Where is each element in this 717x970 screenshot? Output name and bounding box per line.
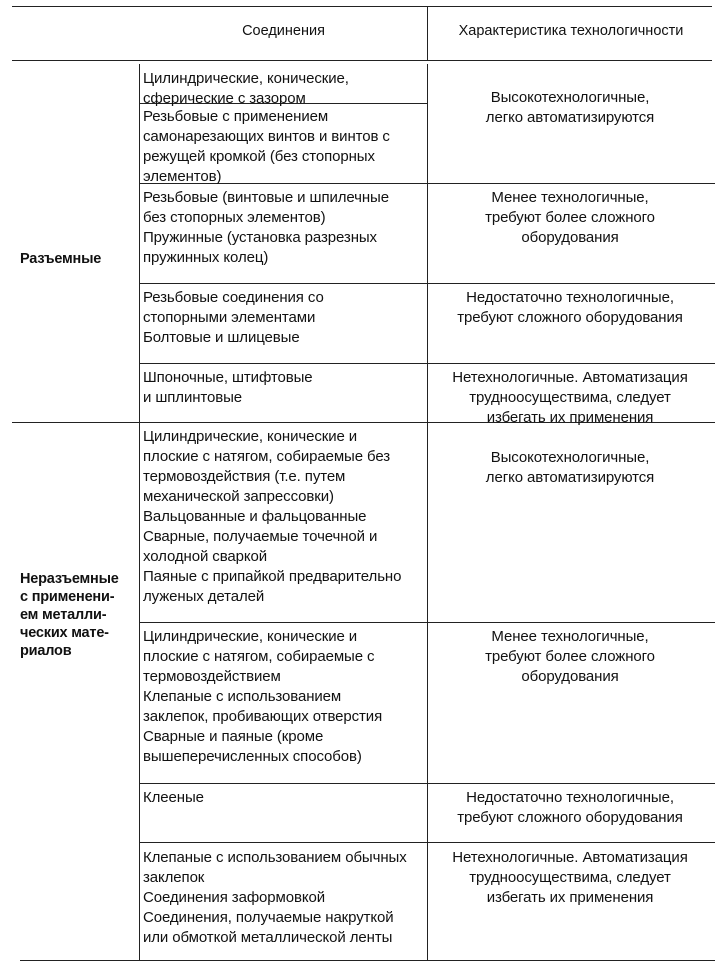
table-top-border [12, 6, 712, 7]
joint-cell: Резьбовые с применением самонарезающих винтов и винтов с режущей кромкой (без стопорных элементов) [143, 108, 390, 185]
joint-cell: Цилиндрические, конические, сферические с зазором [143, 70, 349, 107]
characteristic-cell: Менее технологичные, требуют более сложного оборудования [485, 189, 655, 246]
header-joints: Соединения [242, 23, 325, 39]
joint-cell: Клееные [143, 789, 204, 806]
row-divider [139, 283, 715, 284]
characteristic-cell: Менее технологичные, требуют более сложного оборудования [485, 628, 655, 685]
joint-cell: Цилиндрические, конические и плоские с натягом, собираемые без термовоздействия (т.е. путем механической запрессовки) Вальцованные и фальцованные Сварные, получаемые точечной и холодной сваркой Паяные с припайкой предварительно луженых деталей [143, 428, 402, 605]
row-divider [139, 842, 715, 843]
row-divider [139, 622, 715, 623]
characteristic-cell: Недостаточно технологичные, требуют сложного оборудования [457, 789, 683, 826]
header-bottom-border [12, 60, 712, 61]
group-label-permanent-metallic: Неразъемные с применени- ем металли- ческих мате- риалов [20, 571, 119, 659]
row-divider [139, 363, 715, 364]
characteristic-cell: Высокотехнологичные, легко автоматизируются [485, 89, 655, 126]
joint-cell: Резьбовые соединения со стопорными элементами Болтовые и шлицевые [143, 289, 324, 346]
table-bottom-border [20, 960, 715, 961]
joint-cell: Клепаные с использованием обычных заклепок Соединения заформовкой Соединения, получаемые накруткой или обмоткой металлической ленты [143, 849, 407, 946]
characteristic-cell: Нетехнологичные. Автоматизация трудноосуществима, следует избегать их применения [452, 369, 688, 426]
characteristic-cell: Недостаточно технологичные, требуют сложного оборудования [457, 289, 683, 326]
characteristic-cell: Нетехнологичные. Автоматизация трудноосуществима, следует избегать их применения [452, 849, 688, 906]
header-characteristic: Характеристика технологичности [458, 23, 684, 39]
joint-cell: Резьбовые (винтовые и шпилечные без стопорных элементов) Пружинные (установка разрезных пружинных колец) [143, 189, 389, 266]
characteristic-cell: Высокотехнологичные, легко автоматизируются [485, 449, 655, 486]
joint-cell: Цилиндрические, конические и плоские с натягом, собираемые с термовоздействием Клепаные с использованием заклепок, пробивающих отверстия Сварные и паяные (кроме вышеперечисленных способов) [143, 628, 383, 765]
group-label-detachable: Разъемные [20, 251, 102, 267]
joint-cell: Шпоночные, штифтовые и шплинтовые [143, 369, 313, 406]
row-divider [139, 783, 715, 784]
group-column-divider [139, 64, 140, 960]
